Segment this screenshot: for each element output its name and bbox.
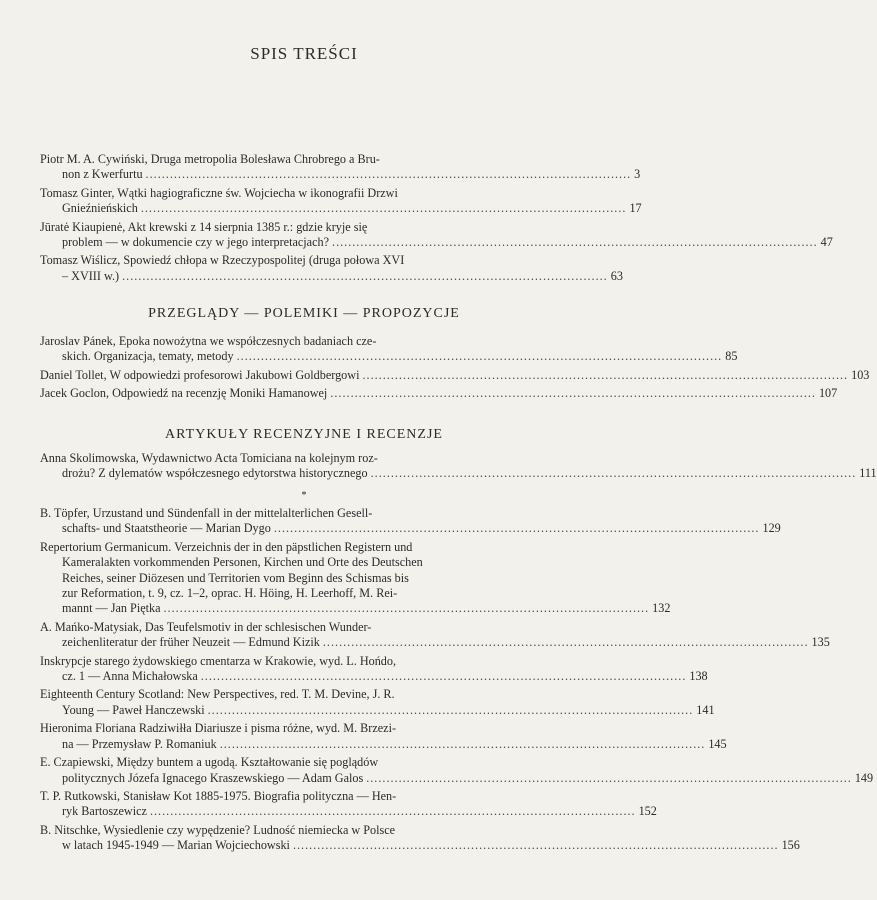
toc-entry: Jaroslav Pánek, Epoka nowożytna we współczesnych badaniach cze- skich. Organizacja, tematy, metody ........................................................................................................................ 85 (40, 334, 738, 364)
entry-line: Jacek Goclon, Odpowiedź na recenzję Moniki Hamanowej (40, 386, 328, 401)
entry-line: T. P. Rutkowski, Stanisław Kot 1885-1975. Biografia polityczna — Hen- (40, 788, 397, 803)
toc-entry: Jacek Goclon, Odpowiedź na recenzję Moniki Hamanowej ........................................................................................................................ 107 (40, 386, 838, 401)
entry-line: Hieronima Floriana Radziwiłła Diariusze i pisma różne, wyd. M. Brzezi- (40, 721, 397, 736)
entry-line: Jaroslav Pánek, Epoka nowożytna we współczesnych badaniach cze- (40, 334, 377, 348)
entry-line: Inskrypcje starego żydowskiego cmentarza w Krakowie, wyd. L. Hońdo, (40, 653, 397, 668)
page-number: 63 (610, 268, 623, 283)
toc-entry: Hieronima Floriana Radziwiłła Diariusze i pisma różne, wyd. M. Brzezi- na — Przemysław P. Romaniuk ........................................................................................................................ 145 (40, 721, 727, 751)
toc-entry: Tomasz Wiślicz, Spowiedź chłopa w Rzeczypospolitej (druga połowa XVI – XVIII w.) ........................................................................................................................ 63 (40, 253, 623, 283)
entry-line: mannt — Jan Piętka (62, 601, 161, 616)
toc-entry: B. Nitschke, Wysiedlenie czy wypędzenie? Ludność niemiecka w Polsce w latach 1945-1949 — Marian Wojciechowski ........................................................................................................................ 156 (40, 822, 800, 853)
page-number: 141 (696, 702, 715, 717)
page-number: 111 (859, 466, 877, 481)
section-heading: ARTYKUŁY RECENZYJNE I RECENZJE (165, 427, 443, 442)
entry-line: B. Töpfer, Urzustand und Sündenfall in der mittelalterlichen Gesell- (40, 506, 373, 520)
entry-line: Kameralakten vorkommenden Personen, Kirchen und Orte des Deutschen (62, 555, 423, 570)
toc-entry: Jūratė Kiaupienė, Akt krewski z 14 sierpnia 1385 r.: gdzie kryje się problem — w dokumencie czy w jego interpretacjach? ........................................................................................................................ 47 (40, 219, 833, 250)
entry-line: skich. Organizacja, tematy, metody (62, 349, 234, 364)
toc-entry: T. P. Rutkowski, Stanisław Kot 1885-1975. Biografia polityczna — Hen- ryk Bartoszewicz ........................................................................................................................ 152 (40, 788, 657, 819)
page-title: SPIS TREŚCI (250, 44, 358, 63)
entry-line: non z Kwerfurtu (62, 167, 143, 182)
separator-star: * (301, 490, 307, 501)
entry-line: Daniel Tollet, W odpowiedzi profesorowi Jakubowi Goldbergowi (40, 367, 360, 382)
page-number: 103 (851, 367, 870, 382)
toc-entry: Anna Skolimowska, Wydawnictwo Acta Tomiciana na kolejnym roz- drożu? Z dylematów współczesnego edytorstwa historycznego ........................................................................................................................ 111 (40, 451, 877, 481)
entry-line: ryk Bartoszewicz (62, 804, 147, 819)
toc-entry: Tomasz Ginter, Wątki hagiograficzne św. Wojciecha w ikonografii Drzwi Gnieźnieńskich ........................................................................................................................ 17 (40, 185, 642, 216)
page-number: 138 (689, 669, 708, 684)
toc-entry: A. Mańko-Matysiak, Das Teufelsmotiv in der schlesischen Wunder- zeichenliteratur der früher Neuzeit — Edmund Kizik ........................................................................................................................ 135 (40, 619, 830, 650)
entry-line: cz. 1 — Anna Michałowska (62, 669, 198, 684)
entry-line: E. Czapiewski, Między buntem a ugodą. Kształtowanie się poglądów (40, 755, 379, 770)
entry-line: zeichenliteratur der früher Neuzeit — Edmund Kizik (62, 635, 320, 650)
entry-line: A. Mańko-Matysiak, Das Teufelsmotiv in der schlesischen Wunder- (40, 619, 372, 634)
entry-line: Anna Skolimowska, Wydawnictwo Acta Tomiciana na kolejnym roz- (40, 451, 378, 465)
page-number: 107 (818, 386, 838, 401)
page-number: 152 (638, 804, 657, 819)
entry-line: Repertorium Germanicum. Verzeichnis der in den päpstlichen Registern und (40, 539, 413, 554)
toc-entry: Eighteenth Century Scotland: New Perspectives, red. T. M. Devine, J. R. Young — Paweł Hanczewski ........................................................................................................................ 141 (40, 687, 715, 717)
section-articles (40, 152, 833, 287)
page-number: 145 (708, 736, 727, 751)
entry-line: Piotr M. A. Cywiński, Druga metropolia Bolesława Chrobrego a Bru- (40, 152, 380, 166)
entry-line: problem — w dokumencie czy w jego interpretacjach? (62, 235, 330, 250)
toc-entry: Daniel Tollet, W odpowiedzi profesorowi Jakubowi Goldbergowi ........................................................................................................................ 103 (40, 367, 870, 382)
entry-line: schafts- und Staatstheorie — Marian Dygo (62, 521, 271, 536)
page-number: 149 (854, 770, 874, 785)
page-number: 135 (811, 635, 830, 650)
section-heading: PRZEGLĄDY — POLEMIKI — PROPOZYCJE (148, 306, 460, 321)
section-review-articles (40, 451, 877, 485)
toc-entry: E. Czapiewski, Między buntem a ugodą. Kształtowanie się poglądów politycznych Józefa Ignacego Kraszewskiego — Adam Galos ........................................................................................................................ 149 (40, 755, 874, 785)
section-reviews (40, 506, 874, 857)
entry-line: Jūratė Kiaupienė, Akt krewski z 14 sierpnia 1385 r.: gdzie kryje się (40, 219, 368, 234)
page-number: 3 (634, 167, 641, 182)
toc-entry: Inskrypcje starego żydowskiego cmentarza w Krakowie, wyd. L. Hońdo, cz. 1 — Anna Michałowska ........................................................................................................................ 138 (40, 653, 708, 684)
entry-line: Tomasz Wiślicz, Spowiedź chłopa w Rzeczypospolitej (druga połowa XVI (40, 253, 405, 268)
entry-line: B. Nitschke, Wysiedlenie czy wypędzenie? Ludność niemiecka w Polsce (40, 822, 396, 837)
entry-line: na — Przemysław P. Romaniuk (62, 736, 217, 751)
page-number: 156 (781, 838, 800, 853)
toc-entry: Repertorium Germanicum. Verzeichnis der in den päpstlichen Registern und Kameralakten vorkommenden Personen, Kirchen und Orte des Deutschen Reiches, seiner Diözesen und Territorien vom Beginn des Schismas bis zur Reformation, t. 9, cz. 1–2, oprac. H. Höing, H. Leerhoff, M. Rei- mannt — Jan Piętka ........................................................................................................................ 132 (40, 539, 671, 616)
entry-line: Tomasz Ginter, Wątki hagiograficzne św. Wojciecha w ikonografii Drzwi (40, 185, 398, 200)
page-number: 47 (820, 235, 833, 250)
entry-line: Young — Paweł Hanczewski (62, 702, 205, 717)
entry-line: politycznych Józefa Ignacego Kraszewskiego — Adam Galos (62, 770, 364, 785)
page-number: 129 (762, 521, 781, 536)
entry-line: – XVIII w.) (62, 268, 120, 283)
section-reviews-polemics (40, 334, 870, 405)
entry-line: zur Reformation, t. 9, cz. 1–2, oprac. H. Höing, H. Leerhoff, M. Rei- (62, 586, 398, 601)
entry-line: Reiches, seiner Diözesen und Territorien vom Beginn des Schismas bis (62, 570, 409, 585)
entry-line: w latach 1945-1949 — Marian Wojciechowski (62, 838, 290, 853)
page-number: 17 (629, 201, 642, 216)
entry-line: drożu? Z dylematów współczesnego edytorstwa historycznego (62, 466, 368, 481)
entry-line: Gnieźnieńskich (62, 201, 138, 216)
entry-line: Eighteenth Century Scotland: New Perspectives, red. T. M. Devine, J. R. (40, 687, 395, 702)
toc-entry: Piotr M. A. Cywiński, Druga metropolia Bolesława Chrobrego a Bru- non z Kwerfurtu ........................................................................................................................ 3 (40, 152, 641, 182)
toc-entry: B. Töpfer, Urzustand und Sündenfall in der mittelalterlichen Gesell- schafts- und Staatstheorie — Marian Dygo ........................................................................................................................ 129 (40, 506, 781, 536)
page-number: 132 (652, 601, 671, 616)
page-number: 85 (725, 349, 738, 364)
